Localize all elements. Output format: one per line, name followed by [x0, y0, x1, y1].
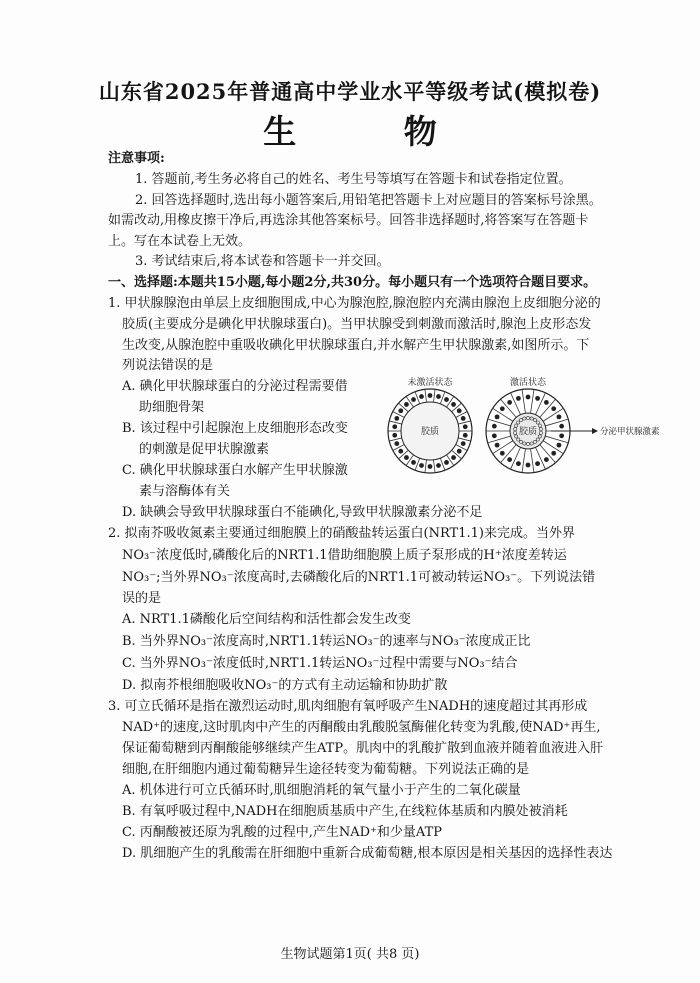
q1-option-c: C. 碘化甲状腺球蛋白水解产生甲状腺激	[122, 463, 348, 478]
cell-nucleus	[500, 406, 505, 411]
q1-option-a: A. 碘化甲状腺球蛋白的分泌过程需要借	[122, 379, 348, 394]
q1-option-d: D. 缺碘会导致甲状腺球蛋白不能碘化,导致甲状腺激素分泌不足	[122, 505, 483, 520]
q3-option-d: D. 肌细胞产生的乳酸需在肝细胞中重新合成葡萄糖,根本原因是相关基因的选择性表达	[122, 846, 613, 861]
figure-right-label: 激活状态	[509, 378, 547, 388]
figure-lumen-label: 胶质	[420, 427, 440, 437]
q3-option-c: C. 丙酮酸被还原为乳酸的过程中,产生NAD⁺和少量ATP	[122, 825, 443, 840]
q3-option-b: B. 有氧呼吸过程中,NADH在细胞质基质中产生,在线粒体基质和内膜处被消耗	[122, 804, 568, 819]
notice-line: 如需改动,用橡皮擦干净后,再选涂其他答案标号。回答非选择题时,将答案写在答题卡	[108, 213, 589, 228]
cell-nucleus	[451, 402, 456, 407]
q2-option-b: B. 当外界NO₃⁻浓度高时,NRT1.1转运NO₃⁻的速率与NO₃⁻浓度成正比	[122, 634, 531, 649]
q3-stem-line: 3. 可立氏循环是指在激烈运动时,肌肉细胞有氧呼吸产生NADH的速度超过其再形成	[108, 699, 588, 714]
cell-nucleus	[495, 443, 500, 448]
cell-nucleus	[544, 457, 549, 462]
cell-nucleus	[492, 424, 497, 429]
cell-nucleus	[419, 394, 424, 399]
q2-option-a: A. NRT1.1磷酸化后空间结构和活性都会发生改变	[122, 612, 411, 627]
cell-nucleus	[411, 397, 416, 402]
cell-nucleus	[492, 433, 497, 438]
cell-nucleus	[535, 396, 540, 401]
cell-nucleus	[535, 461, 540, 466]
cell-nucleus	[551, 451, 556, 456]
q1-stem-line: 胶质(主要成分是碘化甲状腺球蛋白)。当甲状腺受到刺激而激活时,腺泡上皮形态发	[122, 317, 592, 332]
thyroid-follicle-figure	[383, 374, 683, 486]
cell-nucleus	[526, 463, 531, 468]
q1-stem-line: 列说法错误的是	[122, 358, 214, 373]
page-footer: 生物试题第1页( 共8 页)	[280, 947, 420, 962]
cell-nucleus	[428, 464, 433, 469]
cell-nucleus	[495, 414, 500, 419]
cell-nucleus	[461, 416, 466, 421]
cell-nucleus	[500, 451, 505, 456]
notice-line: 1. 答题前,考生务必将自己的姓名、考生号等填写在答题卡和试卷指定位置。	[135, 172, 572, 187]
q2-option-c: C. 当外界NO₃⁻浓度低时,NRT1.1转运NO₃⁻过程中需要与NO₃⁻结合	[122, 656, 518, 671]
q1-option-b: B. 该过程中引起腺泡上皮细胞形态改变	[122, 421, 348, 436]
cell-nucleus	[461, 441, 466, 446]
cell-nucleus	[436, 463, 441, 468]
q3-stem-line: 细胞,在肝细胞内通过葡萄糖异生途径转变为葡萄糖。下列说法正确的是	[122, 762, 530, 777]
cell-nucleus	[436, 394, 441, 399]
cell-nucleus	[404, 455, 409, 460]
q2-stem-line: NO₃⁻浓度低时,磷酸化后的NRT1.1借助细胞膜上质子泵形成的H⁺浓度差转运	[122, 548, 567, 563]
cell-nucleus	[463, 424, 468, 429]
figure-lumen-label-active: 胶质	[518, 427, 538, 437]
notice-line: 上。写在本试卷上无效。	[108, 234, 252, 249]
q1-stem-line: 生改变,从腺泡腔中重吸收碘化甲状腺球蛋白,并水解产生甲状腺激素,如图所示。下	[122, 338, 590, 353]
notice-line: 3. 考试结束后,将本试卷和答题卡一并交回。	[135, 254, 390, 269]
q3-stem-line: NAD⁺的速度,这时肌肉中产生的丙酮酸由乳酸脱氢酶催化转变为乳酸,使NAD⁺再生,	[122, 720, 601, 735]
cell-nucleus	[398, 449, 403, 454]
q2-stem-line: 2. 拟南芥吸收氮素主要通过细胞膜上的硝酸盐转运蛋白(NRT1.1)来完成。当外界	[108, 526, 575, 541]
cell-nucleus	[557, 443, 562, 448]
q2-stem-line: NO₃⁻;当外界NO₃⁻浓度高时,去磷酸化后的NRT1.1可被动转运NO₃⁻。下列说法错	[122, 570, 596, 585]
cell-nucleus	[392, 433, 397, 438]
section-heading: 一、选择题:本题共15小题,每小题2分,共30分。每小题只有一个选项符合题目要求。	[108, 275, 597, 290]
cell-nucleus	[404, 402, 409, 407]
cell-nucleus	[457, 408, 462, 413]
notice-heading: 注意事项:	[108, 151, 165, 166]
q1-stem-line: 1. 甲状腺腺泡由单层上皮细胞围成,中心为腺泡腔,腺泡腔内充满由腺泡上皮细胞分泌的	[108, 296, 601, 311]
secretion-arrow-head	[592, 428, 598, 434]
cell-nucleus	[526, 395, 531, 400]
cell-nucleus	[444, 460, 449, 465]
cell-nucleus	[557, 414, 562, 419]
notice-line: 2. 回答选择题时,选出每小题答案后,用铅笔把答题卡上对应题目的答案标号涂黑。	[135, 193, 602, 208]
cell-nucleus	[457, 449, 462, 454]
cell-nucleus	[507, 400, 512, 405]
figure-left-label: 未激活状态	[407, 378, 453, 388]
cell-nucleus	[544, 400, 549, 405]
cell-nucleus	[516, 461, 521, 466]
cell-nucleus	[516, 396, 521, 401]
cell-nucleus	[551, 406, 556, 411]
subject-title: 生 物	[263, 112, 485, 151]
cell-nucleus	[444, 397, 449, 402]
cell-nucleus	[392, 424, 397, 429]
cell-nucleus	[398, 408, 403, 413]
exam-title: 山东省2025年普通高中学业水平等级考试(模拟卷)	[98, 79, 602, 104]
cell-nucleus	[451, 455, 456, 460]
q2-option-d: D. 拟南芥根细胞吸收NO₃⁻的方式有主动运输和协助扩散	[122, 678, 448, 693]
q1-option-a-cont: 助细胞骨架	[139, 400, 205, 415]
cell-nucleus	[428, 393, 433, 398]
cell-nucleus	[411, 460, 416, 465]
cell-nucleus	[463, 433, 468, 438]
cell-nucleus	[559, 433, 564, 438]
q3-option-a: A. 机体进行可立氏循环时,肌细胞消耗的氧气量小于产生的二氧化碳量	[122, 783, 521, 798]
cell-nucleus	[507, 457, 512, 462]
q1-option-c-cont: 素与溶酶体有关	[139, 484, 231, 499]
cell-nucleus	[394, 441, 399, 446]
cell-nucleus	[419, 463, 424, 468]
cell-nucleus	[394, 416, 399, 421]
q3-stem-line: 保证葡萄糖到丙酮酸能够继续产生ATP。肌肉中的乳酸扩散到血液并随着血液进入肝	[122, 741, 604, 756]
cell-nucleus	[559, 424, 564, 429]
q1-option-b-cont: 的刺激是促甲状腺激素	[139, 442, 270, 457]
figure-arrow-label: 分泌甲状腺激素	[600, 427, 660, 437]
q2-stem-line: 误的是	[122, 591, 162, 606]
